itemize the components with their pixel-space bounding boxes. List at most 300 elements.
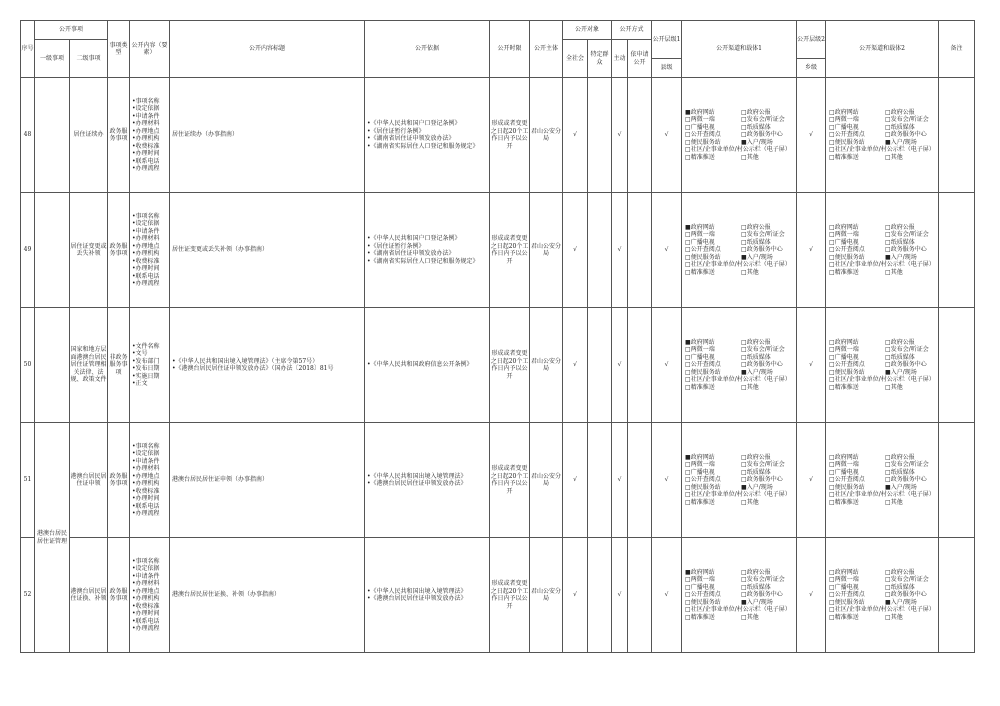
channel-label: 两微一端 xyxy=(690,461,715,469)
channel-label: 公开查阅点 xyxy=(834,131,865,139)
channel-label: 便民服务站 xyxy=(834,598,865,606)
checked-box-icon: ■ xyxy=(741,368,747,376)
header-target-all: 全社会 xyxy=(563,40,588,78)
cell-target-all: √ xyxy=(563,423,588,538)
cell-l2: 港澳台居民居住证换、补领 xyxy=(70,538,108,653)
unchecked-box-icon: □ xyxy=(741,476,747,484)
channel-label: 社区/企事业单位/村公示栏（电子屏） xyxy=(690,376,791,384)
channel-option xyxy=(685,491,796,499)
channel-label: 广播电视 xyxy=(834,468,859,476)
channel-list xyxy=(685,569,796,622)
channel-label: 入户/现场 xyxy=(746,253,773,261)
channel-label: 社区/企事业单位/村公示栏（电子屏） xyxy=(834,146,935,154)
table-row xyxy=(21,308,975,423)
channel-option xyxy=(741,614,796,622)
channel-label: 入户/现场 xyxy=(746,138,773,146)
unchecked-box-icon: □ xyxy=(885,476,891,484)
checked-box-icon: ■ xyxy=(885,483,891,491)
cell-method-apply xyxy=(628,308,652,423)
cell-content: •事项名称 •设定依据 •申请条件 •办理材料 •办理地点 •办理机构 •收费标准 •办理时间 •联系电话 •办理流程 xyxy=(130,423,170,538)
channel-label: 政府网站 xyxy=(834,453,859,461)
cell-level1: √ xyxy=(652,538,682,653)
cell-method-active: √ xyxy=(612,78,628,193)
channel-label: 政务服务中心 xyxy=(890,591,927,599)
cell-type: 非政务服务事项 xyxy=(108,308,130,423)
cell-level2: √ xyxy=(797,538,826,653)
channel-label: 社区/企事业单位/村公示栏（电子屏） xyxy=(690,491,791,499)
channel-label: 政府公报 xyxy=(890,568,915,576)
channel-label: 公开查阅点 xyxy=(834,476,865,484)
channel-option xyxy=(685,499,739,507)
checked-box-icon: ■ xyxy=(885,253,891,261)
unchecked-box-icon: □ xyxy=(685,483,691,491)
unchecked-box-icon: □ xyxy=(741,361,747,369)
channel-label: 政府网站 xyxy=(834,568,859,576)
channel-option xyxy=(829,231,883,239)
cell-channel2 xyxy=(826,423,939,538)
unchecked-box-icon: □ xyxy=(829,138,835,146)
channel-label: 精准推送 xyxy=(834,153,859,161)
cell-method-apply xyxy=(628,193,652,308)
unchecked-box-icon: □ xyxy=(829,146,835,154)
channel-option xyxy=(685,346,739,354)
unchecked-box-icon: □ xyxy=(829,153,835,161)
channel-option xyxy=(829,576,883,584)
channel-label: 社区/企事业单位/村公示栏（电子屏） xyxy=(690,606,791,614)
unchecked-box-icon: □ xyxy=(741,153,747,161)
channel-option xyxy=(685,269,739,277)
channel-option xyxy=(685,231,739,239)
channel-option xyxy=(741,461,796,469)
cell-remark xyxy=(939,423,975,538)
channel-label: 公开查阅点 xyxy=(834,361,865,369)
cell-channel1 xyxy=(682,308,797,423)
cell-subject: 君山公安分局 xyxy=(530,538,563,653)
channel-option xyxy=(741,476,796,484)
channel-option xyxy=(829,361,883,369)
channel-label: 纸质媒体 xyxy=(890,468,915,476)
cell-subject: 君山公安分局 xyxy=(530,78,563,193)
unchecked-box-icon: □ xyxy=(885,123,891,131)
unchecked-box-icon: □ xyxy=(885,353,891,361)
unchecked-box-icon: □ xyxy=(829,453,835,461)
unchecked-box-icon: □ xyxy=(685,583,691,591)
channel-label: 精准推送 xyxy=(834,268,859,276)
cell-target-all: √ xyxy=(563,308,588,423)
channel-label: 其他 xyxy=(746,383,759,391)
unchecked-box-icon: □ xyxy=(885,153,891,161)
cell-title: 港澳台居民居住证换、补领（办事指南） xyxy=(170,538,365,653)
channel-option xyxy=(885,269,938,277)
channel-label: 其他 xyxy=(746,153,759,161)
channel-label: 广播电视 xyxy=(834,583,859,591)
checked-box-icon: ■ xyxy=(685,338,691,346)
channel-option xyxy=(741,231,796,239)
unchecked-box-icon: □ xyxy=(741,353,747,361)
unchecked-box-icon: □ xyxy=(685,476,691,484)
unchecked-box-icon: □ xyxy=(685,231,691,239)
unchecked-box-icon: □ xyxy=(829,591,835,599)
channel-label: 纸质媒体 xyxy=(746,238,771,246)
unchecked-box-icon: □ xyxy=(685,353,691,361)
channel-list xyxy=(829,569,938,622)
unchecked-box-icon: □ xyxy=(885,383,891,391)
channel-list xyxy=(685,224,796,277)
unchecked-box-icon: □ xyxy=(829,253,835,261)
channel-label: 入户/现场 xyxy=(746,368,773,376)
table-row xyxy=(21,193,975,308)
unchecked-box-icon: □ xyxy=(741,116,747,124)
channel-option xyxy=(829,131,883,139)
cell-seq: 51 xyxy=(21,423,35,538)
channel-label: 社区/企事业单位/村公示栏（电子屏） xyxy=(834,606,935,614)
cell-method-active: √ xyxy=(612,193,628,308)
unchecked-box-icon: □ xyxy=(885,576,891,584)
channel-label: 广播电视 xyxy=(690,123,715,131)
unchecked-box-icon: □ xyxy=(829,476,835,484)
cell-target-special xyxy=(588,193,612,308)
cell-remark xyxy=(939,308,975,423)
unchecked-box-icon: □ xyxy=(829,246,835,254)
channel-label: 纸质媒体 xyxy=(890,123,915,131)
channel-label: 政府公报 xyxy=(890,338,915,346)
header-subject: 公开主体 xyxy=(530,21,563,78)
channel-option xyxy=(741,576,796,584)
channel-option xyxy=(885,576,938,584)
channel-label: 其他 xyxy=(890,153,903,161)
channel-option xyxy=(885,461,938,469)
channel-label: 精准推送 xyxy=(834,613,859,621)
cell-channel2 xyxy=(826,78,939,193)
channel-label: 其他 xyxy=(890,498,903,506)
cell-level1: √ xyxy=(652,193,682,308)
unchecked-box-icon: □ xyxy=(885,361,891,369)
cell-subject: 君山公安分局 xyxy=(530,308,563,423)
unchecked-box-icon: □ xyxy=(741,613,747,621)
channel-label: 政务服务中心 xyxy=(890,476,927,484)
unchecked-box-icon: □ xyxy=(685,116,691,124)
channel-option xyxy=(829,606,938,614)
unchecked-box-icon: □ xyxy=(829,116,835,124)
channel-label: 公开查阅点 xyxy=(690,361,721,369)
unchecked-box-icon: □ xyxy=(685,253,691,261)
channel-label: 入户/现场 xyxy=(746,598,773,606)
unchecked-box-icon: □ xyxy=(685,123,691,131)
channel-option xyxy=(685,246,739,254)
unchecked-box-icon: □ xyxy=(885,223,891,231)
header-item-l2: 二级事项 xyxy=(70,40,108,78)
cell-remark xyxy=(939,538,975,653)
unchecked-box-icon: □ xyxy=(685,346,691,354)
cell-channel1 xyxy=(682,423,797,538)
channel-option xyxy=(685,461,739,469)
cell-type: 政务服务事项 xyxy=(108,78,130,193)
cell-target-special xyxy=(588,308,612,423)
channel-option xyxy=(885,116,938,124)
channel-label: 便民服务站 xyxy=(834,138,865,146)
channel-label: 纸质媒体 xyxy=(746,123,771,131)
channel-label: 两微一端 xyxy=(690,116,715,124)
unchecked-box-icon: □ xyxy=(741,238,747,246)
cell-remark xyxy=(939,78,975,193)
unchecked-box-icon: □ xyxy=(885,461,891,469)
channel-label: 政府公报 xyxy=(746,108,771,116)
channel-label: 公开查阅点 xyxy=(690,246,721,254)
unchecked-box-icon: □ xyxy=(829,338,835,346)
channel-option xyxy=(829,384,883,392)
cell-subject: 君山公安分局 xyxy=(530,423,563,538)
channel-option xyxy=(885,131,938,139)
checked-box-icon: ■ xyxy=(685,453,691,461)
unchecked-box-icon: □ xyxy=(829,606,835,614)
unchecked-box-icon: □ xyxy=(741,498,747,506)
header-title: 公开内容标题 xyxy=(170,21,365,78)
channel-option xyxy=(885,591,938,599)
unchecked-box-icon: □ xyxy=(685,146,691,154)
cell-period: 形成或者变更之日起20个工作日内予以公开 xyxy=(490,538,530,653)
unchecked-box-icon: □ xyxy=(829,261,835,269)
unchecked-box-icon: □ xyxy=(741,568,747,576)
cell-type: 政务服务事项 xyxy=(108,423,130,538)
table-row xyxy=(21,538,975,653)
channel-label: 两微一端 xyxy=(834,116,859,124)
header-channel2: 公开渠道和载体2 xyxy=(826,21,939,78)
cell-channel2 xyxy=(826,193,939,308)
unchecked-box-icon: □ xyxy=(829,268,835,276)
cell-title: 居住证变更或丢失补领（办事指南） xyxy=(170,193,365,308)
unchecked-box-icon: □ xyxy=(829,353,835,361)
unchecked-box-icon: □ xyxy=(885,338,891,346)
channel-option xyxy=(885,246,938,254)
unchecked-box-icon: □ xyxy=(741,123,747,131)
checked-box-icon: ■ xyxy=(885,138,891,146)
channel-option xyxy=(829,269,883,277)
channel-label: 公开查阅点 xyxy=(834,591,865,599)
unchecked-box-icon: □ xyxy=(685,138,691,146)
channel-option xyxy=(685,606,796,614)
unchecked-box-icon: □ xyxy=(885,468,891,476)
channel-option xyxy=(885,499,938,507)
channel-label: 政务服务中心 xyxy=(746,591,783,599)
unchecked-box-icon: □ xyxy=(685,153,691,161)
channel-list xyxy=(829,109,938,162)
channel-list xyxy=(829,454,938,507)
unchecked-box-icon: □ xyxy=(741,108,747,116)
channel-option xyxy=(741,246,796,254)
unchecked-box-icon: □ xyxy=(829,376,835,384)
unchecked-box-icon: □ xyxy=(885,498,891,506)
channel-label: 精准推送 xyxy=(690,383,715,391)
header-method: 公开方式 xyxy=(612,21,652,40)
unchecked-box-icon: □ xyxy=(685,376,691,384)
channel-option xyxy=(829,376,938,384)
channel-label: 两微一端 xyxy=(834,231,859,239)
header-content: 公开内容（要素） xyxy=(130,21,170,78)
header-target-special: 特定群众 xyxy=(588,40,612,78)
channel-label: 其他 xyxy=(746,613,759,621)
channel-label: 政务服务中心 xyxy=(746,361,783,369)
header-level2-sub: 乡级 xyxy=(797,59,826,78)
disclosure-table xyxy=(20,20,975,653)
unchecked-box-icon: □ xyxy=(885,591,891,599)
channel-option xyxy=(685,376,796,384)
cell-target-special xyxy=(588,423,612,538)
cell-target-all: √ xyxy=(563,78,588,193)
channel-option xyxy=(685,476,739,484)
cell-level2: √ xyxy=(797,308,826,423)
channel-label: 政府网站 xyxy=(834,108,859,116)
unchecked-box-icon: □ xyxy=(685,238,691,246)
channel-option xyxy=(885,231,938,239)
channel-label: 入户/现场 xyxy=(890,138,917,146)
unchecked-box-icon: □ xyxy=(829,238,835,246)
channel-option xyxy=(829,346,883,354)
cell-channel2 xyxy=(826,538,939,653)
unchecked-box-icon: □ xyxy=(685,383,691,391)
header-basis: 公开依据 xyxy=(365,21,490,78)
unchecked-box-icon: □ xyxy=(885,231,891,239)
header-channel1: 公开渠道和载体1 xyxy=(682,21,797,78)
channel-option xyxy=(885,361,938,369)
cell-type: 政务服务事项 xyxy=(108,538,130,653)
unchecked-box-icon: □ xyxy=(741,338,747,346)
cell-method-apply xyxy=(628,423,652,538)
unchecked-box-icon: □ xyxy=(685,591,691,599)
channel-label: 便民服务站 xyxy=(834,368,865,376)
channel-label: 发布会/听证会 xyxy=(890,576,929,584)
channel-label: 发布会/听证会 xyxy=(746,461,785,469)
channel-label: 政府网站 xyxy=(690,338,715,346)
channel-label: 政务服务中心 xyxy=(746,131,783,139)
channel-option xyxy=(829,146,938,154)
channel-label: 发布会/听证会 xyxy=(746,231,785,239)
channel-label: 社区/企事业单位/村公示栏（电子屏） xyxy=(834,491,935,499)
channel-list xyxy=(685,339,796,392)
unchecked-box-icon: □ xyxy=(829,583,835,591)
channel-option xyxy=(741,384,796,392)
channel-option xyxy=(685,131,739,139)
cell-basis: •《中华人民共和国政府信息公开条例》 xyxy=(365,308,490,423)
unchecked-box-icon: □ xyxy=(685,613,691,621)
unchecked-box-icon: □ xyxy=(685,246,691,254)
unchecked-box-icon: □ xyxy=(829,361,835,369)
cell-method-active: √ xyxy=(612,538,628,653)
checked-box-icon: ■ xyxy=(741,483,747,491)
cell-period: 形成或者变更之日起20个工作日内予以公开 xyxy=(490,78,530,193)
cell-l1 xyxy=(35,193,70,308)
channel-label: 便民服务站 xyxy=(690,253,721,261)
checked-box-icon: ■ xyxy=(741,138,747,146)
channel-label: 两微一端 xyxy=(834,461,859,469)
channel-label: 入户/现场 xyxy=(890,253,917,261)
unchecked-box-icon: □ xyxy=(741,246,747,254)
cell-seq: 52 xyxy=(21,538,35,653)
channel-option xyxy=(829,246,883,254)
cell-content: •文件名称 •文号 •发布部门 •发布日期 •实施日期 •正文 xyxy=(130,308,170,423)
channel-label: 公开查阅点 xyxy=(690,131,721,139)
channel-label: 其他 xyxy=(890,268,903,276)
channel-option xyxy=(741,499,796,507)
channel-label: 政府公报 xyxy=(746,338,771,346)
unchecked-box-icon: □ xyxy=(685,361,691,369)
channel-label: 纸质媒体 xyxy=(890,238,915,246)
cell-level1: √ xyxy=(652,423,682,538)
channel-label: 便民服务站 xyxy=(690,483,721,491)
channel-label: 两微一端 xyxy=(834,346,859,354)
checked-box-icon: ■ xyxy=(741,598,747,606)
channel-label: 纸质媒体 xyxy=(746,468,771,476)
unchecked-box-icon: □ xyxy=(741,461,747,469)
channel-label: 入户/现场 xyxy=(746,483,773,491)
checked-box-icon: ■ xyxy=(685,223,691,231)
unchecked-box-icon: □ xyxy=(685,368,691,376)
header-type: 事项类型 xyxy=(108,21,130,78)
channel-list xyxy=(685,454,796,507)
channel-option xyxy=(741,131,796,139)
unchecked-box-icon: □ xyxy=(829,576,835,584)
channel-label: 广播电视 xyxy=(690,468,715,476)
unchecked-box-icon: □ xyxy=(885,238,891,246)
channel-option xyxy=(685,361,739,369)
cell-seq: 49 xyxy=(21,193,35,308)
channel-option xyxy=(685,576,739,584)
channel-label: 政府网站 xyxy=(690,453,715,461)
checked-box-icon: ■ xyxy=(885,368,891,376)
unchecked-box-icon: □ xyxy=(885,613,891,621)
unchecked-box-icon: □ xyxy=(885,108,891,116)
channel-label: 其他 xyxy=(890,383,903,391)
channel-label: 精准推送 xyxy=(834,498,859,506)
cell-seq: 50 xyxy=(21,308,35,423)
channel-label: 纸质媒体 xyxy=(890,583,915,591)
channel-label: 广播电视 xyxy=(834,238,859,246)
channel-label: 两微一端 xyxy=(690,576,715,584)
unchecked-box-icon: □ xyxy=(885,568,891,576)
unchecked-box-icon: □ xyxy=(829,231,835,239)
channel-option xyxy=(685,384,739,392)
unchecked-box-icon: □ xyxy=(741,231,747,239)
channel-option xyxy=(685,154,739,162)
unchecked-box-icon: □ xyxy=(829,223,835,231)
channel-label: 发布会/听证会 xyxy=(890,116,929,124)
channel-option xyxy=(829,499,883,507)
cell-basis: •《中华人民共和国户口登记条例》 •《居住证暂行条例》 •《湖南省居住证申领发放办法》 •《湖南省实际居住人口登记和服务规定》 xyxy=(365,193,490,308)
checked-box-icon: ■ xyxy=(741,253,747,261)
cell-channel1 xyxy=(682,78,797,193)
channel-label: 社区/企事业单位/村公示栏（电子屏） xyxy=(690,146,791,154)
channel-option xyxy=(829,461,883,469)
cell-type: 政务服务事项 xyxy=(108,193,130,308)
channel-option xyxy=(685,116,739,124)
unchecked-box-icon: □ xyxy=(885,583,891,591)
channel-label: 便民服务站 xyxy=(834,253,865,261)
channel-label: 入户/现场 xyxy=(890,598,917,606)
channel-option xyxy=(741,269,796,277)
channel-option xyxy=(829,491,938,499)
channel-label: 政府网站 xyxy=(690,568,715,576)
channel-option xyxy=(741,154,796,162)
unchecked-box-icon: □ xyxy=(829,498,835,506)
channel-option xyxy=(829,154,883,162)
channel-label: 发布会/听证会 xyxy=(746,576,785,584)
unchecked-box-icon: □ xyxy=(741,583,747,591)
checked-box-icon: ■ xyxy=(885,598,891,606)
unchecked-box-icon: □ xyxy=(685,576,691,584)
channel-list xyxy=(829,339,938,392)
unchecked-box-icon: □ xyxy=(741,346,747,354)
channel-label: 便民服务站 xyxy=(690,598,721,606)
channel-label: 广播电视 xyxy=(834,353,859,361)
